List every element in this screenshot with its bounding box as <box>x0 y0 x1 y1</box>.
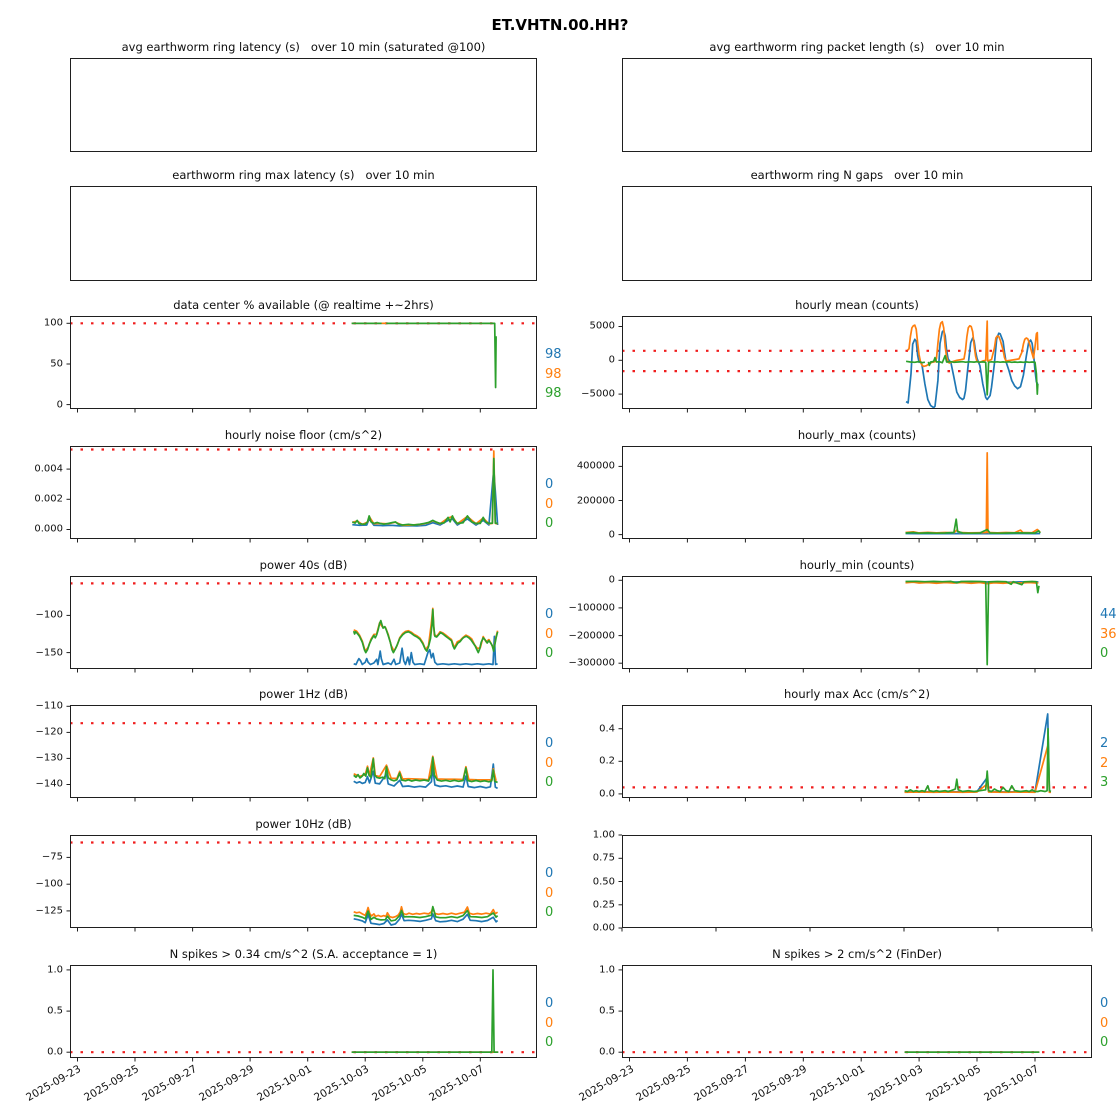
x-tick-date-label: 2025-10-07 <box>982 1063 1041 1104</box>
y-tick-label: 100 <box>43 317 63 329</box>
y-tick-label: 5000 <box>589 320 615 332</box>
y-tick-label: 50 <box>50 358 63 370</box>
latest-value-orange: 0 <box>545 885 554 901</box>
plot-area <box>622 705 1092 798</box>
y-tick-label: 0 <box>608 529 615 541</box>
x-tick-date-label: 2025-10-07 <box>427 1063 487 1104</box>
y-tick-label: 0.5 <box>599 1005 615 1017</box>
y-tick-label: 0.50 <box>592 876 615 887</box>
y-tick-label: 0 <box>608 574 615 586</box>
y-tick-label: −75 <box>41 851 63 863</box>
subplot-n-spikes-sa <box>47 947 554 1058</box>
plot-area <box>622 965 1092 1058</box>
latest-value-orange: 0 <box>1100 1015 1109 1031</box>
plot-area <box>70 58 537 152</box>
subplot-title: power 1Hz (dB) <box>258 687 349 701</box>
y-tick-label: 0 <box>56 399 63 411</box>
latest-value-green: 0 <box>1100 646 1109 661</box>
latest-value-green: 98 <box>545 386 562 401</box>
latest-value-blue: 0 <box>545 736 554 751</box>
latest-value-green: 0 <box>545 775 554 790</box>
x-tick-date-label: 2025-10-03 <box>866 1063 926 1104</box>
latest-value-orange: 0 <box>545 496 554 512</box>
plot-area <box>622 316 1092 409</box>
y-tick-label: 0.75 <box>592 852 615 864</box>
latest-value-orange: 0 <box>545 1015 554 1031</box>
y-tick-label: −100 <box>35 609 63 621</box>
y-tick-label: −5000 <box>581 388 615 400</box>
y-tick-label: 0.004 <box>34 463 63 475</box>
subplot-title: N spikes > 2 cm/s^2 (FinDer) <box>772 947 942 961</box>
latest-value-labels <box>545 994 553 1053</box>
subplot-title: hourly mean (counts) <box>795 298 919 312</box>
y-tick-label: −200000 <box>568 630 615 642</box>
subplot-title: data center % available (@ realtime +~2hrs) <box>173 298 434 312</box>
y-tick-label: 0.002 <box>34 493 63 505</box>
x-axis-date-labels-right <box>576 1060 1092 1116</box>
latest-value-labels <box>545 605 553 664</box>
y-tick-label: 400000 <box>576 460 615 472</box>
x-tick-date-label: 2025-10-05 <box>924 1063 984 1104</box>
subplot-title: avg earthworm ring packet length (s) over 10 min <box>709 40 1005 54</box>
y-tick-label: −150 <box>35 647 63 659</box>
subplot-hourly-noise-floor <box>34 428 554 539</box>
y-tick-label: 0.2 <box>599 755 615 767</box>
subplot-title: power 40s (dB) <box>259 558 348 572</box>
x-tick-date-label: 2025-09-23 <box>576 1063 636 1104</box>
plot-area <box>70 965 537 1058</box>
subplot-data-center-availability <box>43 298 562 411</box>
x-tick-date-label: 2025-09-29 <box>197 1063 257 1104</box>
y-tick-label: 0.0 <box>599 788 615 800</box>
subplot-hourly-max-acc <box>599 687 1109 800</box>
y-tick-label: 0.4 <box>599 723 615 735</box>
latest-value-labels <box>545 864 553 923</box>
y-tick-label: −120 <box>35 726 63 738</box>
plot-area <box>70 316 537 409</box>
y-tick-label: 0.0 <box>47 1046 63 1058</box>
figure-title: ET.VHTN.00.HH? <box>491 16 629 34</box>
y-tick-label: −300000 <box>568 657 615 669</box>
y-tick-label: 0.0 <box>599 1046 615 1058</box>
latest-value-orange: 0 <box>545 755 554 771</box>
y-tick-label: −130 <box>35 752 63 764</box>
subplot-hourly-min <box>568 558 1117 669</box>
latest-value-labels <box>545 345 562 404</box>
latest-value-blue: 2 <box>1100 736 1109 751</box>
plot-area <box>622 58 1092 152</box>
plot-area <box>70 705 537 798</box>
subplot-title: hourly noise floor (cm/s^2) <box>224 428 383 442</box>
subplot-title: earthworm ring max latency (s) over 10 min <box>172 168 435 182</box>
subplot-hourly-max <box>576 428 1092 541</box>
x-tick-date-label: 2025-09-25 <box>634 1063 694 1104</box>
subplot-title: N spikes > 0.34 cm/s^2 (S.A. acceptance = 1) <box>169 947 438 961</box>
latest-value-green: 0 <box>545 646 554 661</box>
latest-value-green: 0 <box>545 516 554 531</box>
latest-value-green: 0 <box>1100 1035 1109 1050</box>
subplot-title: avg earthworm ring latency (s) over 10 min (saturated @100) <box>121 40 486 54</box>
latest-value-blue: 98 <box>545 347 562 362</box>
plot-area <box>622 446 1092 539</box>
y-tick-label: 0.000 <box>34 523 63 535</box>
subplot-avg-ring-latency <box>70 40 537 152</box>
subplot-ring-max-latency <box>70 168 537 281</box>
latest-value-green: 3 <box>1100 775 1109 790</box>
x-tick-date-label: 2025-09-25 <box>82 1063 142 1104</box>
latest-value-orange: 0 <box>545 626 554 642</box>
plot-area <box>622 186 1092 281</box>
plot-area <box>70 576 537 669</box>
latest-value-orange: 36 <box>1100 626 1117 642</box>
subplot-hourly-mean <box>581 298 1092 409</box>
subplot-avg-ring-packet-length <box>622 40 1092 152</box>
latest-value-blue: 44 <box>1100 607 1117 622</box>
latest-value-blue: 0 <box>545 866 554 881</box>
x-tick-date-label: 2025-10-01 <box>808 1063 868 1104</box>
latest-value-orange: 2 <box>1100 755 1109 771</box>
latest-value-labels <box>1100 605 1117 664</box>
y-tick-label: 1.0 <box>599 964 615 976</box>
subplot-title: power 10Hz (dB) <box>255 817 352 831</box>
y-tick-label: −100 <box>35 878 63 890</box>
y-tick-label: 1.00 <box>592 829 615 841</box>
latest-value-blue: 0 <box>545 996 554 1011</box>
y-tick-label: −125 <box>35 905 63 917</box>
y-tick-label: 0.5 <box>47 1005 63 1017</box>
x-tick-date-label: 2025-09-27 <box>692 1063 752 1104</box>
subplot-ring-n-gaps <box>622 168 1092 281</box>
latest-value-labels <box>1100 734 1108 793</box>
plot-area <box>70 186 537 281</box>
x-tick-date-label: 2025-10-01 <box>254 1063 314 1104</box>
latest-value-blue: 0 <box>545 477 554 492</box>
y-tick-label: −100000 <box>568 602 615 614</box>
plot-area <box>70 835 537 928</box>
y-tick-label: 0.00 <box>592 922 615 934</box>
latest-value-orange: 98 <box>545 366 562 382</box>
latest-value-green: 0 <box>545 905 554 920</box>
y-tick-label: 200000 <box>576 495 615 506</box>
plot-area <box>70 446 537 539</box>
subplot-title: earthworm ring N gaps over 10 min <box>750 168 964 182</box>
latest-value-labels <box>1100 994 1108 1053</box>
latest-value-labels <box>545 734 553 793</box>
latest-value-labels <box>545 475 553 534</box>
plot-area <box>622 835 1092 928</box>
latest-value-blue: 0 <box>545 607 554 622</box>
subplot-power-10hz <box>35 817 554 928</box>
subplot-power-1hz <box>35 687 554 798</box>
x-tick-date-label: 2025-09-23 <box>24 1063 84 1104</box>
subplot-n-spikes-finder <box>599 947 1109 1058</box>
subplot-empty-axes <box>592 829 1092 934</box>
x-axis-date-labels-left <box>24 1060 537 1116</box>
subplot-title: hourly max Acc (cm/s^2) <box>784 687 930 701</box>
y-tick-label: −110 <box>35 700 63 712</box>
y-tick-label: 0.25 <box>592 899 615 911</box>
latest-value-green: 0 <box>545 1035 554 1050</box>
subplot-title: hourly_min (counts) <box>799 558 915 572</box>
x-tick-date-label: 2025-10-05 <box>369 1063 429 1104</box>
subplot-title: hourly_max (counts) <box>797 428 917 442</box>
y-tick-label: −140 <box>35 778 63 790</box>
x-tick-date-label: 2025-10-03 <box>312 1063 372 1104</box>
x-tick-date-label: 2025-09-29 <box>750 1063 810 1104</box>
y-tick-label: 1.0 <box>47 964 63 976</box>
plot-area <box>622 576 1092 669</box>
latest-value-blue: 0 <box>1100 996 1109 1011</box>
y-tick-label: 0 <box>608 354 615 366</box>
subplot-power-40s <box>35 558 554 669</box>
x-tick-date-label: 2025-09-27 <box>139 1063 199 1104</box>
